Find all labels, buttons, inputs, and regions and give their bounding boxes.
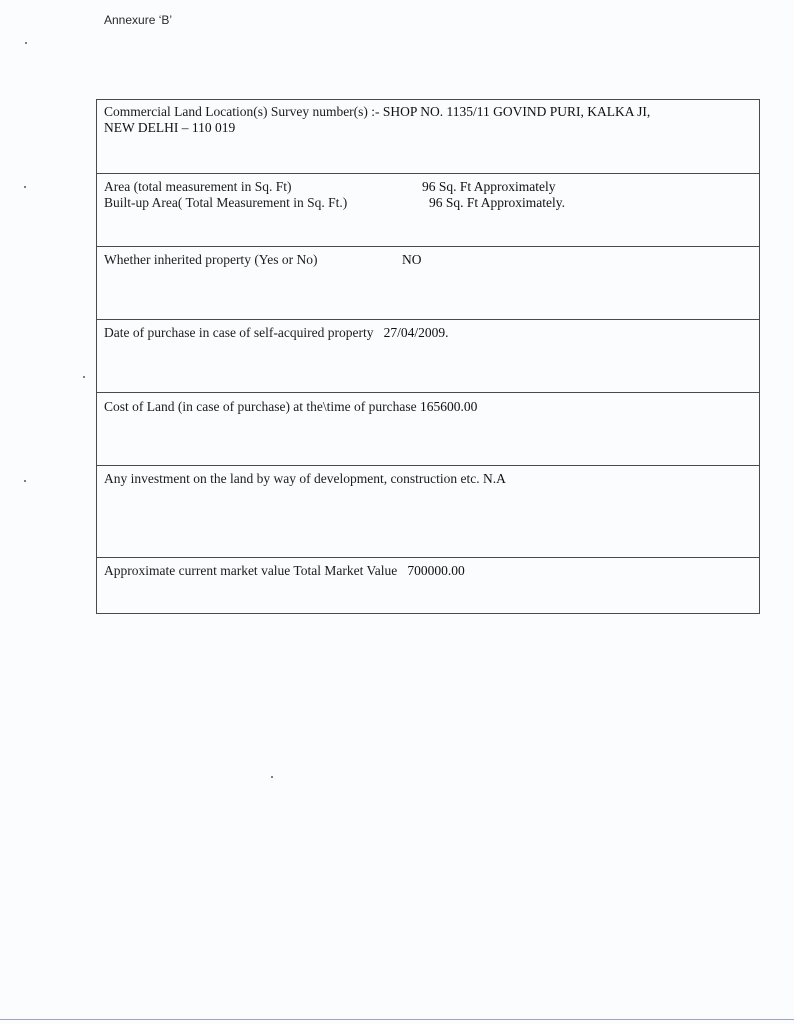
purchase-date-label: Date of purchase in case of self-acquired property [104, 325, 374, 340]
location-value-line2: NEW DELHI – 110 019 [104, 120, 236, 135]
purchase-date-value: 27/04/2009. [383, 325, 449, 340]
inherited-label: Whether inherited property (Yes or No) [104, 252, 318, 267]
area-value: 96 Sq. Ft Approximately [422, 179, 556, 194]
cost-row [97, 393, 759, 466]
annexure-heading: Annexure ‘B’ [104, 13, 173, 27]
purchase-date-row [97, 320, 759, 393]
scan-speck [25, 42, 27, 44]
scan-speck [83, 376, 85, 378]
builtup-area-value: 96 Sq. Ft Approximately. [429, 195, 566, 210]
market-value-value: 700000.00 [407, 563, 465, 578]
investment-value: N.A [483, 471, 506, 486]
scan-speck [24, 186, 26, 188]
investment-label: Any investment on the land by way of development, construction etc. [104, 471, 480, 486]
cost-label: Cost of Land (in case of purchase) at the\time of purchase [104, 399, 417, 414]
investment-row [97, 466, 759, 558]
cost-value: 165600.00 [420, 399, 478, 414]
location-value: SHOP NO. 1135/11 GOVIND PURI, KALKA JI, [382, 104, 651, 119]
area-label: Area (total measurement in Sq. Ft) [104, 179, 292, 194]
scan-speck [24, 480, 26, 482]
inherited-row [97, 247, 759, 320]
market-value-row [97, 558, 759, 613]
inherited-value: NO [402, 252, 422, 267]
builtup-area-label: Built-up Area( Total Measurement in Sq. Ft.) [104, 195, 348, 210]
scan-speck [271, 776, 273, 778]
scan-edge [0, 1019, 794, 1020]
market-value-label: Approximate current market value Total Market Value [104, 563, 398, 578]
property-details-table [96, 99, 760, 614]
area-row [97, 174, 759, 247]
location-label: Commercial Land Location(s) Survey number(s) :- [104, 104, 380, 119]
location-row [97, 100, 759, 174]
